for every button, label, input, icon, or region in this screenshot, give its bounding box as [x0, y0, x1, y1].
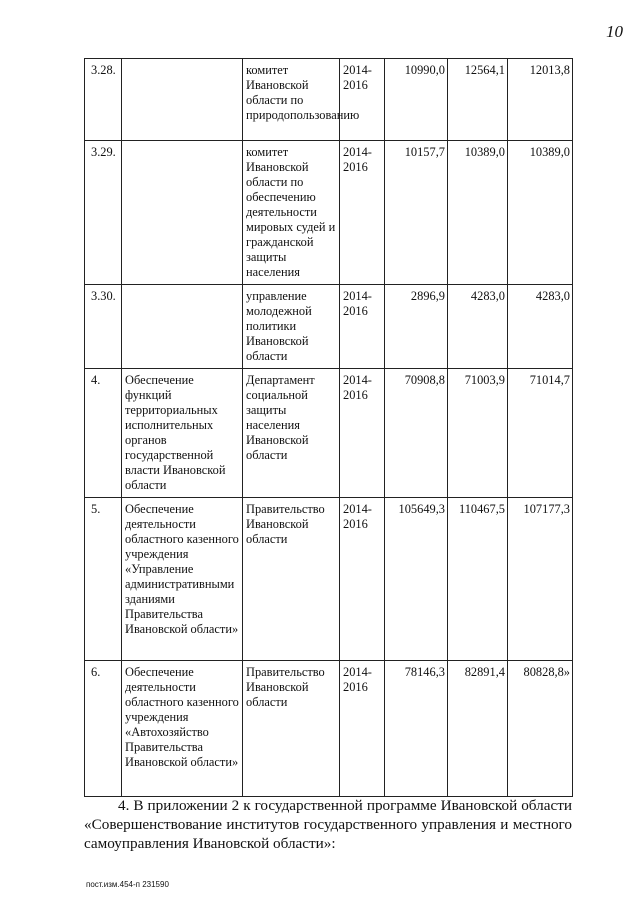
value-2015: 12564,1 [448, 59, 508, 141]
value-2015: 4283,0 [448, 285, 508, 369]
budget-table [84, 58, 573, 797]
period: 2014-2016 [340, 141, 385, 285]
executor: комитет Ивановской области по природопользованию [243, 59, 340, 141]
executor: Правительство Ивановской области [243, 661, 340, 797]
row-number: 6. [85, 661, 122, 797]
event-name [122, 141, 243, 285]
event-name: Обеспечение деятельности областного казенного учреждения «Управление административными зданиями Правительства Ивановской области» [122, 498, 243, 661]
period: 2014-2016 [340, 59, 385, 141]
value-2015: 71003,9 [448, 369, 508, 498]
value-2015: 82891,4 [448, 661, 508, 797]
period: 2014-2016 [340, 661, 385, 797]
value-2014: 2896,9 [385, 285, 448, 369]
executor: комитет Ивановской области по обеспечению деятельности мировых судей и гражданской защиты населения [243, 141, 340, 285]
value-2014: 10990,0 [385, 59, 448, 141]
value-2016: 10389,0 [508, 141, 573, 285]
event-name [122, 59, 243, 141]
paragraph-text: 4. В приложении 2 к государственной программе Ивановской области «Совершенствование институтов государственного управления и местного самоуправления Ивановской области»: [84, 797, 572, 852]
table-row [85, 369, 573, 498]
value-2016: 71014,7 [508, 369, 573, 498]
period: 2014-2016 [340, 369, 385, 498]
value-2016: 4283,0 [508, 285, 573, 369]
event-name: Обеспечение деятельности областного казенного учреждения «Автохозяйство Правительства Ивановской области» [122, 661, 243, 797]
period: 2014-2016 [340, 285, 385, 369]
table-row [85, 285, 573, 369]
value-2014: 105649,3 [385, 498, 448, 661]
event-name: Обеспечение функций территориальных исполнительных органов государственной власти Ивановской области [122, 369, 243, 498]
value-2014: 78146,3 [385, 661, 448, 797]
event-name [122, 285, 243, 369]
document-code: пост.изм.454-п 231590 [86, 880, 169, 889]
executor: Правительство Ивановской области [243, 498, 340, 661]
value-2016: 12013,8 [508, 59, 573, 141]
value-2016: 80828,8» [508, 661, 573, 797]
value-2015: 110467,5 [448, 498, 508, 661]
period: 2014-2016 [340, 498, 385, 661]
amendment-paragraph [84, 796, 572, 853]
value-2014: 70908,8 [385, 369, 448, 498]
table-row [85, 661, 573, 797]
row-number: 5. [85, 498, 122, 661]
value-2014: 10157,7 [385, 141, 448, 285]
row-number: 4. [85, 369, 122, 498]
page-number: 10 [606, 22, 623, 41]
table-row [85, 498, 573, 661]
table-row [85, 59, 573, 141]
value-2016: 107177,3 [508, 498, 573, 661]
row-number: 3.30. [85, 285, 122, 369]
executor: управление молодежной политики Ивановской области [243, 285, 340, 369]
value-2015: 10389,0 [448, 141, 508, 285]
row-number: 3.29. [85, 141, 122, 285]
row-number: 3.28. [85, 59, 122, 141]
table-row [85, 141, 573, 285]
executor: Департамент социальной защиты населения Ивановской области [243, 369, 340, 498]
